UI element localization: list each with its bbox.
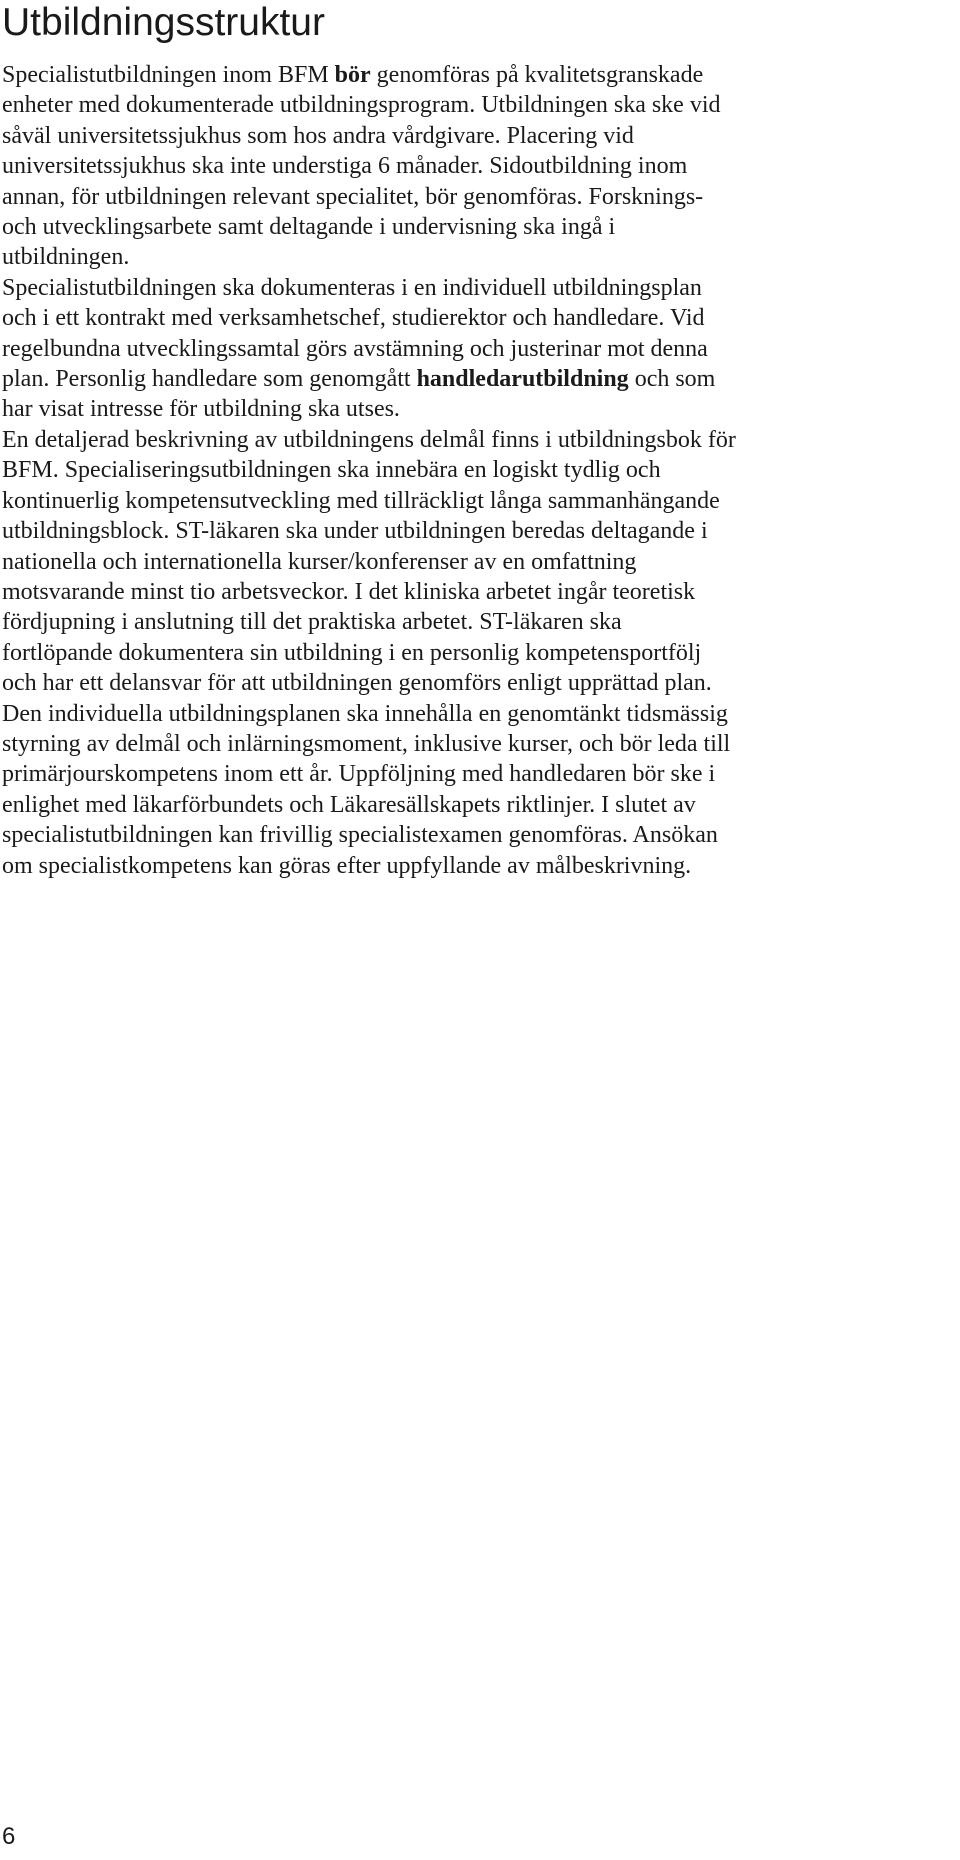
text-line: [2, 242, 950, 272]
text-run: enlighet med läkarförbundets och Läkaresällskapets riktlinjer. I slutet av: [2, 791, 696, 818]
text-run: utbildningen.: [2, 244, 130, 271]
text-run: utbildningsblock. ST-läkaren ska under utbildningen beredas deltagande i: [2, 518, 708, 545]
text-line: [2, 638, 950, 668]
text-run: regelbundna utvecklingssamtal görs avstämning och justerinar mot denna: [2, 335, 708, 362]
text-line: [2, 577, 950, 607]
page-number: 6: [2, 1823, 16, 1850]
text-line: [2, 425, 950, 455]
text-run: genomföras på kvalitetsgranskade: [370, 62, 704, 88]
text-run: enheter med dokumenterade utbildningsprogram. Utbildningen ska ske vid: [2, 92, 721, 119]
text-line: [2, 394, 950, 424]
paragraph-documentation: [2, 273, 950, 425]
text-run: Specialistutbildningen ska dokumenteras i en individuell utbildningsplan: [2, 274, 702, 301]
text-run: BFM. Specialiseringsutbildningen ska innebära en logiskt tydlig och: [2, 457, 661, 484]
text-line: [2, 60, 950, 90]
text-run: Den individuella utbildningsplanen ska innehålla en genomtänkt tidsmässig: [2, 700, 728, 727]
text-run: motsvarande minst tio arbetsveckor. I det kliniska arbetet ingår teoretisk: [2, 578, 696, 605]
text-run: kontinuerlig kompetensutveckling med tillräckligt långa sammanhängande: [2, 487, 720, 514]
text-line: [2, 334, 950, 364]
text-line: [2, 364, 950, 394]
text-line: [2, 729, 950, 759]
page-title: Utbildningsstruktur: [2, 1, 325, 44]
text-line: [2, 516, 950, 546]
text-line: [2, 820, 950, 850]
paragraph-placement: [2, 60, 950, 273]
text-line: [2, 182, 950, 212]
text-run: och som: [628, 366, 716, 393]
text-run: och i ett kontrakt med verksamhetschef, studierektor och handledare. Vid: [2, 305, 705, 332]
text-line: [2, 547, 950, 577]
text-run: såväl universitetssjukhus som hos andra vårdgivare. Placering vid: [2, 122, 634, 149]
text-line: [2, 759, 950, 789]
text-run: om specialistkompetens kan göras efter uppfyllande av målbeskrivning.: [2, 852, 692, 879]
text-line: [2, 303, 950, 333]
emphasized-text: bör: [334, 62, 371, 88]
text-line: [2, 455, 950, 485]
text-run: och utvecklingsarbete samt deltagande i undervisning ska ingå i: [2, 214, 616, 241]
text-run: universitetssjukhus ska inte understiga 6 månader. Sidoutbildning inom: [2, 153, 688, 180]
text-run: annan, för utbildningen relevant specialitet, bör genomföras. Forsknings-: [2, 183, 704, 210]
text-run: plan. Personlig handledare som genomgått: [2, 366, 417, 393]
text-run: nationella och internationella kurser/konferenser av en omfattning: [2, 548, 637, 575]
text-run: primärjourskompetens inom ett år. Uppföljning med handledaren bör ske i: [2, 761, 716, 788]
emphasized-text: handledarutbildning: [416, 366, 629, 393]
body-text: [2, 60, 950, 881]
text-run: fördjupning i anslutning till det praktiska arbetet. ST-läkaren ska: [2, 609, 622, 636]
text-run: styrning av delmål och inlärningsmoment, inklusive kurser, och bör leda till: [2, 730, 731, 757]
text-line: [2, 121, 950, 151]
text-run: En detaljerad beskrivning av utbildningens delmål finns i utbildningsbok för: [2, 426, 736, 453]
text-run: Specialistutbildningen inom BFM: [2, 62, 335, 88]
text-line: [2, 273, 950, 303]
text-line: [2, 699, 950, 729]
text-line: [2, 212, 950, 242]
text-line: [2, 90, 950, 120]
text-line: [2, 486, 950, 516]
text-run: specialistutbildningen kan frivillig specialistexamen genomföras. Ansökan: [2, 822, 718, 849]
text-line: [2, 151, 950, 181]
text-line: [2, 607, 950, 637]
text-line: [2, 668, 950, 698]
text-run: och har ett delansvar för att utbildningen genomförs enligt upprättad plan.: [2, 670, 712, 697]
text-run: har visat intresse för utbildning ska utses.: [2, 396, 400, 423]
text-line: [2, 790, 950, 820]
paragraph-goals: [2, 425, 950, 881]
text-run: fortlöpande dokumentera sin utbildning i en personlig kompetensportfölj: [2, 639, 702, 666]
text-line: [2, 851, 950, 881]
